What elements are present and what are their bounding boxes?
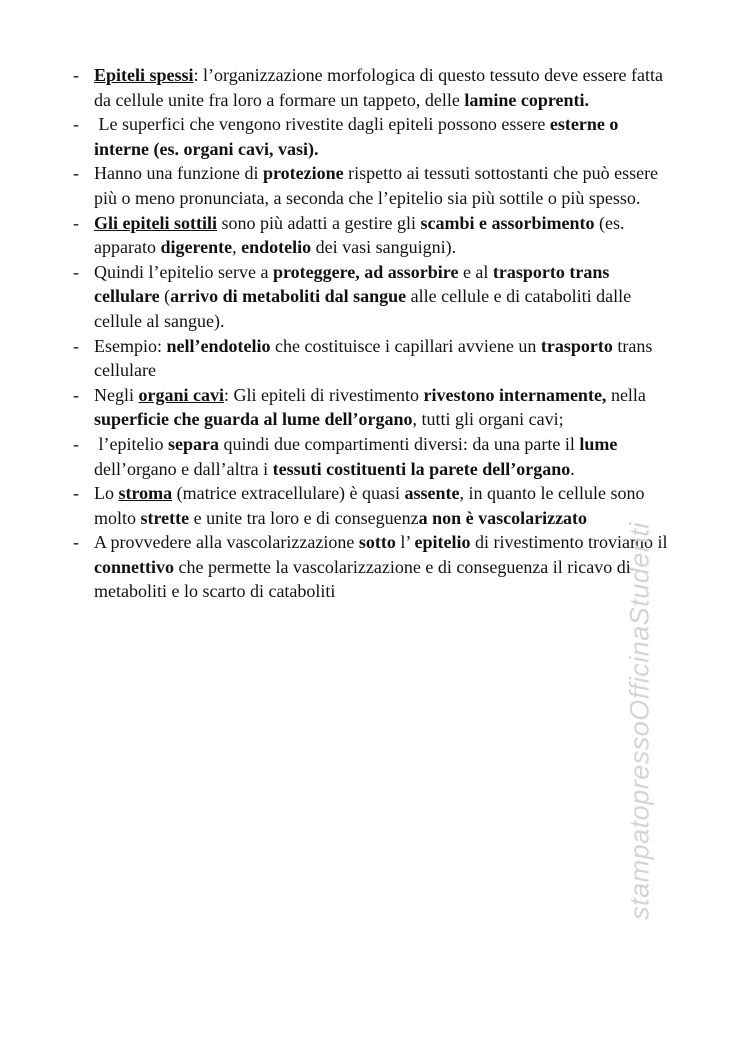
bullet-dash: - [73,212,79,233]
bullet-text: Negli organi cavi: Gli epiteli di rivestimento rivestono internamente, nella superficie che guarda al lume dell’organo, tutti gli organi cavi; [94,384,646,430]
bullet-text: Lo stroma (matrice extracellulare) è quasi assente, in quanto le cellule sono molto strette e unite tra loro e di conseguenza non è vascolarizzato [94,483,645,528]
bullet-dash: - [73,114,79,135]
bullet-text: Epiteli spessi: l’organizzazione morfologica di questo tessuto deve essere fatta da cellule unite fra loro a formare un tappeto, delle lamine coprenti. [94,65,664,110]
bullet-dash: - [73,261,79,282]
bullet-dash: - [73,483,79,504]
bullet-dash: - [73,384,79,405]
bullet-item [73,334,744,383]
bullet-text: A provvedere alla vascolarizzazione sotto l’ epitelio di rivestimento troviamo il connettivo che permette la vascolarizzazione e di conseguenza il ricavo di metaboliti e lo scarto di cataboliti [94,532,668,602]
bullet-text: Hanno una funzione di protezione rispetto ai tessuti sottostanti che può essere più o meno pronunciata, a seconda che l’epitelio sia più sottile o più spesso. [94,163,659,208]
bullet-dash: - [73,532,79,553]
bullet-dash: - [73,163,79,184]
bullet-item [73,383,744,432]
bullet-text: Quindi l’epitelio serve a proteggere, ad assorbire e al trasporto trans cellulare (arrivo di metaboliti dal sangue alle cellule e di cataboliti dalle cellule al sangue). [94,261,632,331]
bullet-text: Gli epiteli sottili sono più adatti a gestire gli scambi e assorbimento (es. apparato digerente, endotelio dei vasi sanguigni). [94,212,625,258]
bullet-item [73,112,744,161]
bullet-item [73,211,744,260]
bullet-text: Esempio: nell’endotelio che costituisce i capillari avviene un trasporto trans cellulare [94,335,653,381]
watermark-text: stampatopressoOfficinaStudenti [624,522,655,920]
bullet-text: l’epitelio separa quindi due compartimenti diversi: da una parte il lume dell’organo e dall’altra i tessuti costituenti la parete dell’organo. [94,433,618,479]
bullet-dash: - [73,65,79,85]
bullet-item [73,63,744,112]
bullet-item [73,530,744,604]
bullet-text: Le superfici che vengono rivestite dagli epiteli possono essere esterne o interne (es. organi cavi, vasi). [94,114,619,159]
bullet-dash: - [73,433,79,454]
bullet-item [73,432,744,481]
bullet-dash: - [73,335,79,356]
bullet-item [73,260,744,334]
bullet-item [73,481,744,530]
bullet-item [73,161,744,210]
